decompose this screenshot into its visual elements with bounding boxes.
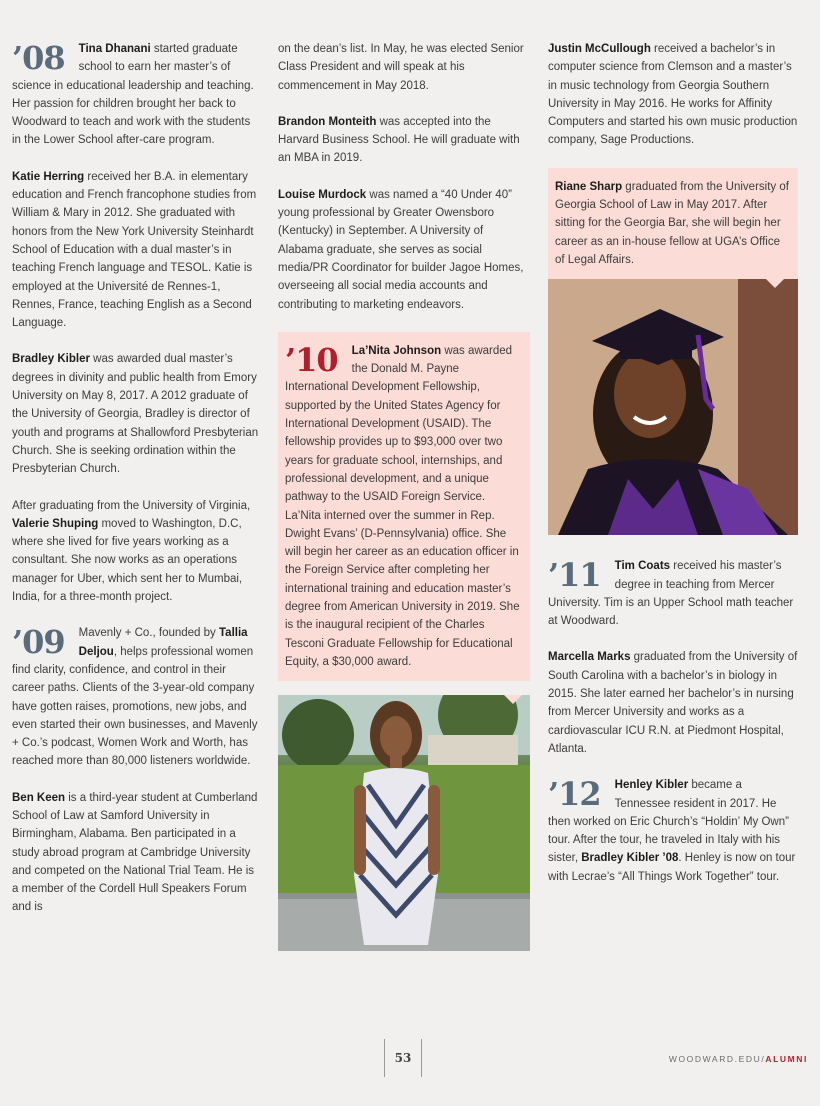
entry-marcella-marks [548,648,798,758]
entry-text: on the dean’s list. In May, he was elected Senior Class President and will speak at his commencement in May 2018. [278,43,524,92]
graduation-portrait-illustration [548,279,798,535]
alumni-name: Marcella Marks [548,651,631,664]
entry-tallia-deljou [12,624,260,770]
site-url-section: ALUMNI [765,1054,808,1064]
alumni-name: Tallia Deljou [78,627,248,658]
park-portrait-illustration [278,695,530,951]
entry-riane-sharp [555,178,792,269]
entry-text: received his master’s degree in teaching from Mercer University. Tim is an Upper School math teacher at Woodward. [548,560,794,628]
photo-notch [766,279,784,288]
entry-text: graduated from the University of Georgia School of Law in May 2017. After sitting for the Georgia Bar, she will begin her career as an in-house fellow at UGA’s Office of Legal Affairs. [555,180,789,266]
alumni-name: Henley Kibler [614,779,689,792]
entry-text: graduated from the University of South Carolina with a bachelor’s in biology in 2015. She later earned her bachelor’s in nursing from Mercer University and works as a cardiovascular ICU R.N. at Piedmont Hospital, Atlanta. [548,651,798,755]
entry-text: was named a “40 Under 40” young professional by Greater Owensboro (Kentucky) in September. A University of Alabama graduate, she serves as social media/PR Coordinator for builder Jagoe Homes, overseeing all social media accounts and contributing to marketing endeavors. [278,188,524,311]
alumni-name: Tim Coats [614,560,671,573]
site-url-base: WOODWARD.EDU/ [668,1054,766,1064]
highlight-box-lanita-johnson [278,332,530,681]
entry-text: was awarded dual master’s degrees in divinity and public health from Emory University on May 8, 2017. A 2012 graduate of the University of Georgia, Bradley is director of youth and programs at Shallowford Presbyterian Church. She is seeking ordination within the Presbyterian Church. [12,353,259,476]
photo-lanita-johnson [278,695,530,951]
column-2 [278,40,530,951]
entry-text: was awarded the Donald M. Payne International Development Fellowship, supported by the United States Agency for International Development (USAID). The fellowship provides up to $93,000 over two years for graduate school, internships, and professional development, and a unique pathway to the USAID Foreign Service. La’Nita interned over the summer in Rep. Dwight Evans’ (D-Pennsylvania) office. She will begin her career as an education officer in the Foreign Service after completing her international training and education master’s degree from American University in 2019. She is the inaugural recipient of the Charles Tesconi Graduate Fellowship for Educational Equity, a $30,000 award. [285,344,520,668]
class-year: ’10 [285,340,338,379]
photo-riane-sharp [548,279,798,535]
class-year: ’08 [12,39,65,77]
alumni-name: Katie Herring [12,170,85,183]
entry-tina-dhanani [12,40,260,150]
alumni-name: Tina Dhanani [78,43,151,55]
alumni-name: Louise Murdock [278,188,367,201]
entry-text-pre: After graduating from the University of Virginia, [12,499,251,512]
alumni-name: La’Nita Johnson [351,344,442,357]
entry-ben-keen [12,789,260,917]
entry-text-pre: Mavenly + Co., founded by [78,627,219,640]
entry-ben-keen-continued [278,40,530,95]
entry-louise-murdock [278,186,530,314]
class-year: ’09 [12,623,65,662]
entry-katie-herring [12,168,260,333]
photo-notch [504,695,522,704]
entry-justin-mccullough [548,40,798,150]
entry-text: was accepted into the Harvard Business School. He will graduate with an MBA in 2019. [278,115,520,165]
entry-text: became a Tennessee resident in 2017. He then worked on Eric Church’s “Holdin’ My Own” tour. After the tour, he traveled in Italy with his sister, [548,779,789,865]
entry-text: moved to Washington, D.C, where she lived for five years working as a consultant. She now works as an operations manager for Uber, which sent her to Mumbai, India, for a three-month project. [12,517,243,604]
entry-text: started graduate school to earn her master’s of science in educational leadership and teaching. Her passion for children brought her back to Woodward to teach and work with the students in the Lower School after-care program. [12,43,254,147]
column-1 [12,40,260,935]
entry-brandon-monteith [278,113,530,168]
entry-lanita-johnson [285,342,524,671]
alumni-name: Ben Keen [12,791,66,804]
entry-tim-coats [548,557,798,630]
entry-henley-kibler [548,776,798,886]
entry-text: received her B.A. in elementary education and French francophone studies from William & Mary in 2012. She graduated with honors from the New York University Steinhardt School of Education with a dual master’s in teaching French language and TESOL. Katie is employed at the Université de Rennes-1, Rennes, France, teaching English as a Second Language. [12,170,257,330]
entry-bradley-kibler [12,350,260,478]
alumni-name: Riane Sharp [555,180,623,193]
alumni-name: Brandon Monteith [278,115,377,128]
entry-text: , helps professional women find clarity, confidence, and control in their career paths. Clients of the 3-year-old company have gotten raises, promotions, new jobs, and even started their own businesses, and Mavenly + Co.’s podcast, Women Work and Worth, has reached more than 80,000 listeners worldwide. [12,645,258,768]
alumni-name: Bradley Kibler [12,353,90,366]
entry-valerie-shuping [12,497,260,607]
column-3 [548,40,798,904]
entry-text-end: . Henley is now on tour with Lecrae’s “All Things Work Together” tour. [548,852,796,883]
highlight-box-riane-sharp [548,168,798,279]
page-number: 53 [384,1039,422,1077]
class-year: ’11 [548,556,601,595]
site-url [669,1054,808,1064]
alumni-name: Justin McCullough [548,43,651,55]
alumni-name: Valerie Shuping [12,517,99,530]
entry-text: is a third-year student at Cumberland School of Law at Samford University in Birmingham, Alabama. Ben participated in a study abroad program at Cambridge University and competed on the National Trial Team. He is a member of the Cordell Hull Speakers Forum and is [12,791,258,914]
entry-text: received a bachelor’s in computer science from Clemson and a master’s in music technology from Georgia Southern University in May 2016. He works for Affinity Computers and started his own music production company, Sage Productions. [548,43,798,147]
alumni-name-secondary: Bradley Kibler ’08 [581,852,679,865]
class-year: ’12 [548,775,601,814]
